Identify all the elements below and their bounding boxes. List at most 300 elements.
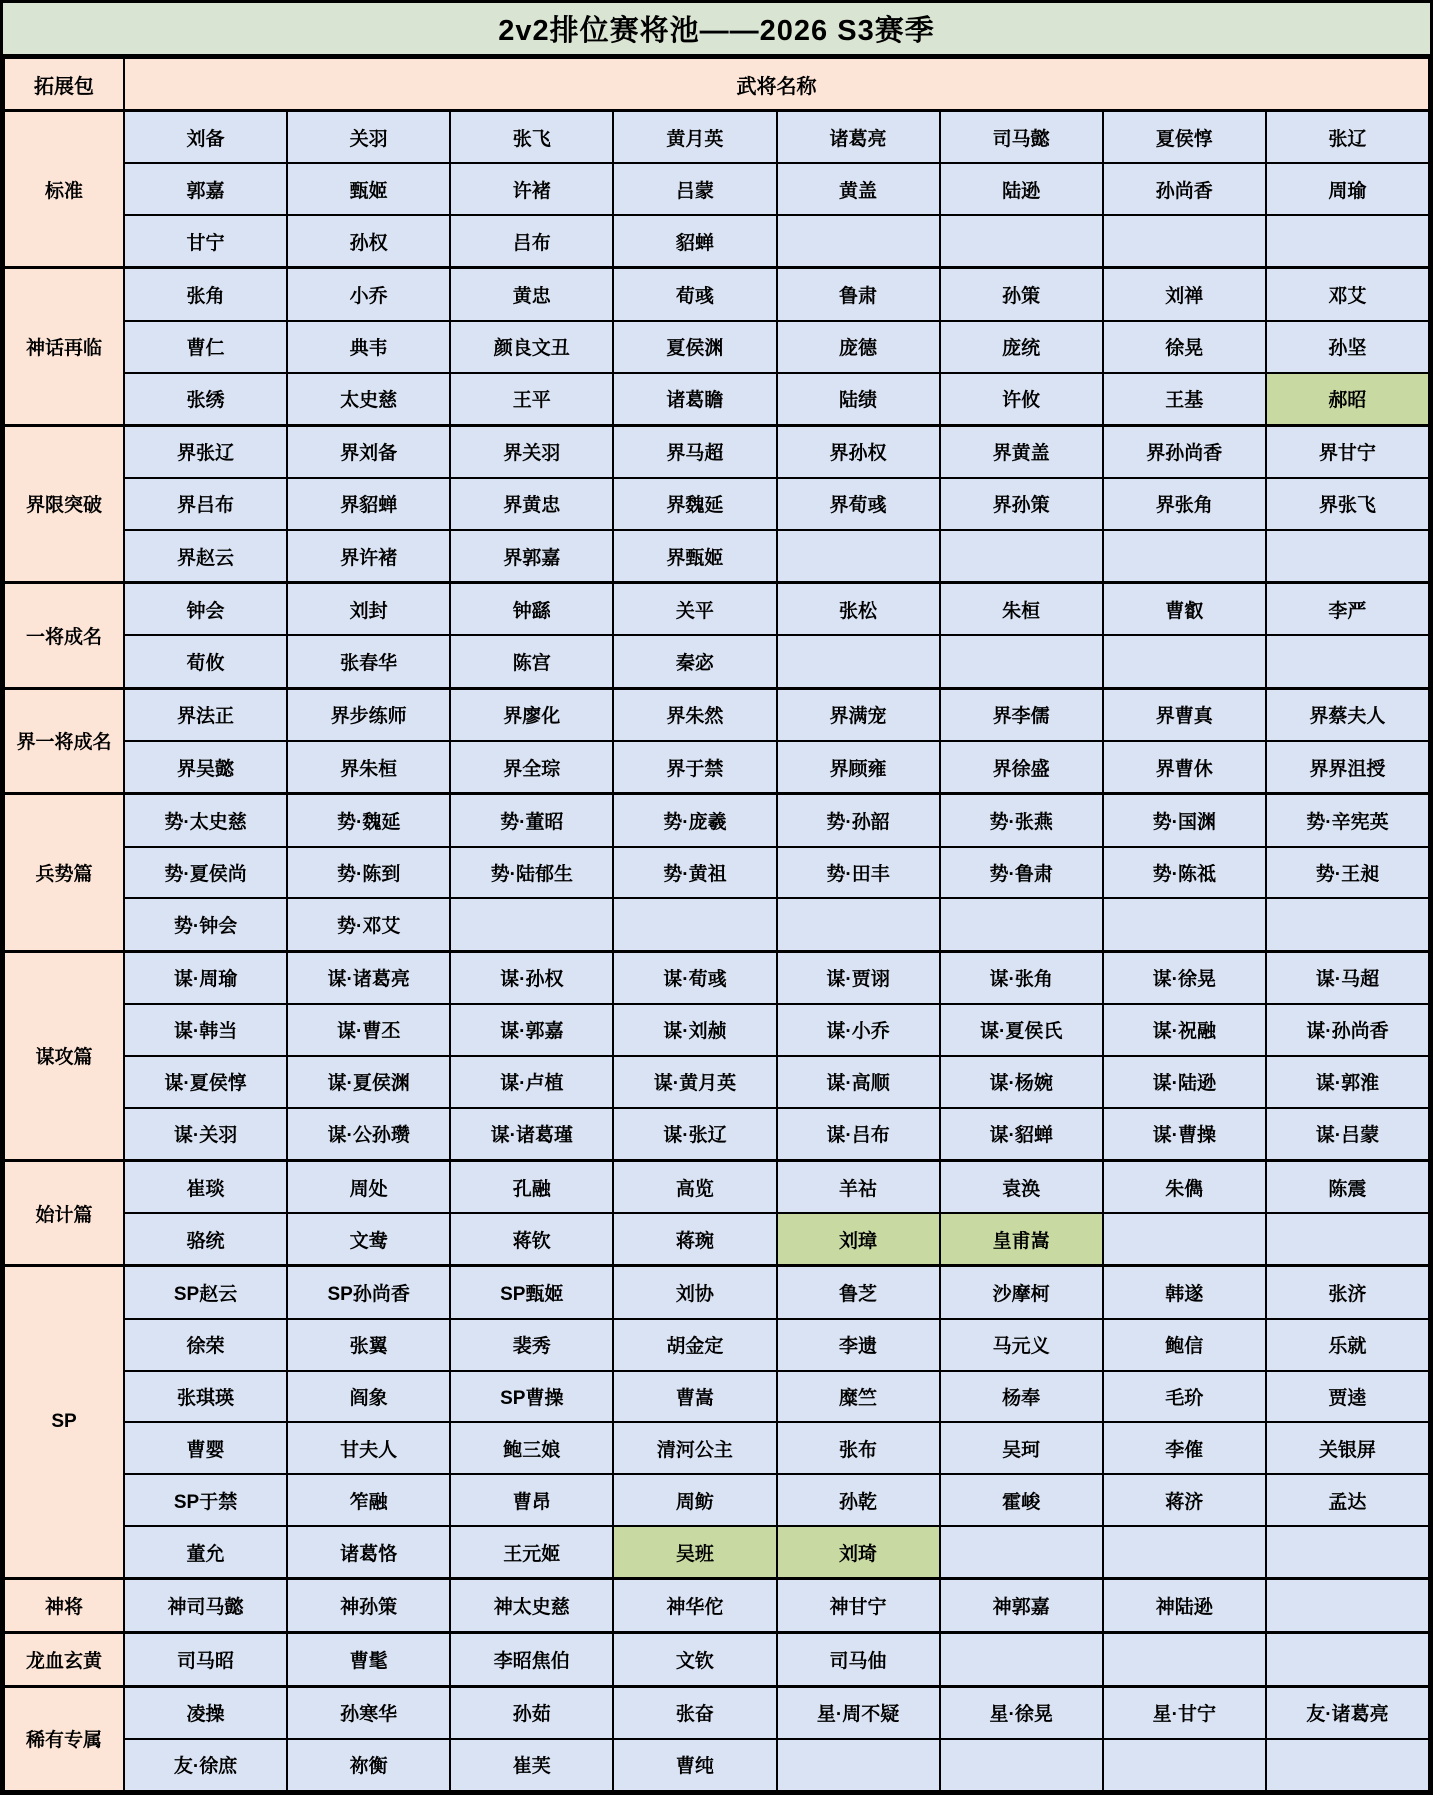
empty-cell: [777, 898, 940, 951]
general-cell: 贾逵: [1266, 1371, 1429, 1423]
general-cell: 张辽: [1266, 111, 1429, 164]
general-cell: 羊祜: [777, 1160, 940, 1213]
general-cell: 王元姬: [450, 1526, 613, 1579]
general-cell: 谋·郭淮: [1266, 1056, 1429, 1108]
general-cell: 王平: [450, 373, 613, 426]
general-cell: 文鸯: [287, 1213, 450, 1266]
general-cell: 势·辛宪英: [1266, 794, 1429, 847]
general-cell: 界张辽: [124, 425, 287, 478]
general-cell: 皇甫嵩: [940, 1213, 1103, 1266]
empty-cell: [1103, 898, 1266, 951]
general-cell: 毛玠: [1103, 1371, 1266, 1423]
table-row: [4, 163, 1429, 215]
table-row: [4, 1633, 1429, 1687]
general-cell: 典韦: [287, 321, 450, 373]
general-cell: 神陆逊: [1103, 1579, 1266, 1633]
general-cell: 界徐盛: [940, 741, 1103, 794]
general-cell: 笮融: [287, 1474, 450, 1526]
general-cell: 界貂蝉: [287, 478, 450, 530]
general-cell: 曹婴: [124, 1422, 287, 1474]
general-cell: 神甘宁: [777, 1579, 940, 1633]
section-label: 界限突破: [4, 425, 124, 582]
empty-cell: [940, 215, 1103, 268]
general-cell: 文钦: [613, 1633, 776, 1687]
empty-cell: [1103, 1213, 1266, 1266]
empty-cell: [1266, 1213, 1429, 1266]
general-cell: 高览: [613, 1160, 776, 1213]
general-cell: 袁涣: [940, 1160, 1103, 1213]
general-cell: 黄忠: [450, 268, 613, 321]
general-cell: 吴珂: [940, 1422, 1103, 1474]
general-cell: 星·甘宁: [1103, 1686, 1266, 1739]
general-cell: 势·陈祗: [1103, 847, 1266, 899]
general-cell: 谋·高顺: [777, 1056, 940, 1108]
general-cell: 骆统: [124, 1213, 287, 1266]
general-cell: 谋·夏侯氏: [940, 1004, 1103, 1056]
general-cell: 谋·陆逊: [1103, 1056, 1266, 1108]
general-cell: 小乔: [287, 268, 450, 321]
general-cell: 郭嘉: [124, 163, 287, 215]
general-cell: 谋·小乔: [777, 1004, 940, 1056]
general-cell: 界曹真: [1103, 688, 1266, 741]
general-cell: 界张角: [1103, 478, 1266, 530]
general-cell: SP孙尚香: [287, 1266, 450, 1319]
general-cell: 颜良文丑: [450, 321, 613, 373]
general-cell: 凌操: [124, 1686, 287, 1739]
general-cell: 鲍三娘: [450, 1422, 613, 1474]
general-cell: 周瑜: [1266, 163, 1429, 215]
general-cell: 界朱然: [613, 688, 776, 741]
general-cell: 朱桓: [940, 583, 1103, 636]
general-cell: SP曹操: [450, 1371, 613, 1423]
empty-cell: [1103, 1739, 1266, 1791]
general-cell: 张春华: [287, 635, 450, 688]
general-cell: 孙权: [287, 215, 450, 268]
general-cell: 李严: [1266, 583, 1429, 636]
general-cell: 崔琰: [124, 1160, 287, 1213]
general-cell: 黄月英: [613, 111, 776, 164]
general-cell: 崔芙: [450, 1739, 613, 1791]
table-row: [4, 1371, 1429, 1423]
general-cell: 谋·杨婉: [940, 1056, 1103, 1108]
general-cell: 徐荣: [124, 1319, 287, 1371]
general-cell: 谋·荀彧: [613, 951, 776, 1004]
general-cell: 谋·卢植: [450, 1056, 613, 1108]
empty-cell: [777, 1739, 940, 1791]
general-cell: 谋·张辽: [613, 1108, 776, 1161]
column-header-generals: 武将名称: [124, 58, 1429, 111]
table-row: [4, 268, 1429, 321]
general-cell: 界曹休: [1103, 741, 1266, 794]
empty-cell: [1103, 635, 1266, 688]
table-row: [4, 111, 1429, 164]
general-cell: 谋·周瑜: [124, 951, 287, 1004]
general-cell: 界赵云: [124, 530, 287, 583]
empty-cell: [940, 635, 1103, 688]
general-cell: 陈宫: [450, 635, 613, 688]
general-cell: 钟繇: [450, 583, 613, 636]
general-cell: 徐晃: [1103, 321, 1266, 373]
table-row: [4, 1004, 1429, 1056]
section-label: 始计篇: [4, 1160, 124, 1266]
general-cell: 谋·黄月英: [613, 1056, 776, 1108]
general-cell: 势·夏侯尚: [124, 847, 287, 899]
general-cell: 谋·贾诩: [777, 951, 940, 1004]
general-cell: 界许褚: [287, 530, 450, 583]
empty-cell: [1266, 530, 1429, 583]
general-cell: 裴秀: [450, 1319, 613, 1371]
empty-cell: [777, 530, 940, 583]
general-cell: 界于禁: [613, 741, 776, 794]
general-cell: SP于禁: [124, 1474, 287, 1526]
general-cell: 势·太史慈: [124, 794, 287, 847]
general-cell: 关银屏: [1266, 1422, 1429, 1474]
general-cell: 界法正: [124, 688, 287, 741]
general-cell: 界荀彧: [777, 478, 940, 530]
general-cell: 势·董昭: [450, 794, 613, 847]
general-cell: 谋·诸葛瑾: [450, 1108, 613, 1161]
general-cell: 秦宓: [613, 635, 776, 688]
general-cell: 吕蒙: [613, 163, 776, 215]
general-cell: 孙茹: [450, 1686, 613, 1739]
general-cell: 张奋: [613, 1686, 776, 1739]
table-row: [4, 1474, 1429, 1526]
empty-cell: [1266, 635, 1429, 688]
table-row: [4, 1739, 1429, 1791]
general-cell: 黄盖: [777, 163, 940, 215]
general-cell: 马元义: [940, 1319, 1103, 1371]
section-label: 神话再临: [4, 268, 124, 425]
general-cell: 清河公主: [613, 1422, 776, 1474]
table-row: [4, 898, 1429, 951]
general-cell: 势·王昶: [1266, 847, 1429, 899]
general-cell: 邓艾: [1266, 268, 1429, 321]
general-cell: 界黄盖: [940, 425, 1103, 478]
general-cell: 谋·关羽: [124, 1108, 287, 1161]
table-row: [4, 847, 1429, 899]
general-cell: 夏侯渊: [613, 321, 776, 373]
table-row: [4, 321, 1429, 373]
general-cell: 界黄忠: [450, 478, 613, 530]
general-cell: 霍峻: [940, 1474, 1103, 1526]
general-cell: 势·国渊: [1103, 794, 1266, 847]
general-cell: 势·鲁肃: [940, 847, 1103, 899]
general-cell: 谋·祝融: [1103, 1004, 1266, 1056]
general-cell: 胡金定: [613, 1319, 776, 1371]
section-label: 龙血玄黄: [4, 1633, 124, 1687]
general-cell: 王基: [1103, 373, 1266, 426]
section-label: 谋攻篇: [4, 951, 124, 1160]
general-cell: 势·孙韶: [777, 794, 940, 847]
empty-cell: [1266, 215, 1429, 268]
general-cell: 曹嵩: [613, 1371, 776, 1423]
general-cell: 荀攸: [124, 635, 287, 688]
section-label: 标准: [4, 111, 124, 268]
table-row: [4, 373, 1429, 426]
general-cell: 曹髦: [287, 1633, 450, 1687]
empty-cell: [940, 1633, 1103, 1687]
general-cell: 许攸: [940, 373, 1103, 426]
general-cell: 界张飞: [1266, 478, 1429, 530]
table-row: [4, 530, 1429, 583]
general-cell: 貂蝉: [613, 215, 776, 268]
general-cell: 孙乾: [777, 1474, 940, 1526]
general-cell: 庞统: [940, 321, 1103, 373]
general-cell: 祢衡: [287, 1739, 450, 1791]
general-cell: 星·徐晃: [940, 1686, 1103, 1739]
general-cell: 周处: [287, 1160, 450, 1213]
general-cell: 李昭焦伯: [450, 1633, 613, 1687]
section-label: 兵势篇: [4, 794, 124, 951]
general-cell: 蒋琬: [613, 1213, 776, 1266]
general-cell: 势·邓艾: [287, 898, 450, 951]
general-cell: 糜竺: [777, 1371, 940, 1423]
general-cell: 曹纯: [613, 1739, 776, 1791]
general-cell: 杨奉: [940, 1371, 1103, 1423]
general-cell: 界朱桓: [287, 741, 450, 794]
general-cell: 董允: [124, 1526, 287, 1579]
general-pool-table: [3, 57, 1430, 1792]
general-cell: 神郭嘉: [940, 1579, 1103, 1633]
general-cell: 蒋钦: [450, 1213, 613, 1266]
general-cell: 张松: [777, 583, 940, 636]
empty-cell: [1266, 1633, 1429, 1687]
general-cell: 周鲂: [613, 1474, 776, 1526]
general-cell: 李遗: [777, 1319, 940, 1371]
section-label: 一将成名: [4, 583, 124, 689]
general-cell: 界甄姬: [613, 530, 776, 583]
general-cell: 蒋济: [1103, 1474, 1266, 1526]
general-cell: 孙尚香: [1103, 163, 1266, 215]
table-row: [4, 741, 1429, 794]
general-cell: 谋·张角: [940, 951, 1103, 1004]
general-cell: 刘协: [613, 1266, 776, 1319]
general-cell: 界顾雍: [777, 741, 940, 794]
general-cell: 鲁肃: [777, 268, 940, 321]
general-cell: 太史慈: [287, 373, 450, 426]
empty-cell: [940, 530, 1103, 583]
general-cell: 刘禅: [1103, 268, 1266, 321]
general-cell: 张布: [777, 1422, 940, 1474]
general-cell: 界吴懿: [124, 741, 287, 794]
general-cell: 势·魏延: [287, 794, 450, 847]
general-cell: 谋·曹丕: [287, 1004, 450, 1056]
general-cell: 张绣: [124, 373, 287, 426]
general-cell: 谋·郭嘉: [450, 1004, 613, 1056]
table-row: [4, 1108, 1429, 1161]
table-row: [4, 1579, 1429, 1633]
general-cell: 诸葛瞻: [613, 373, 776, 426]
general-cell: 界马超: [613, 425, 776, 478]
empty-cell: [1266, 898, 1429, 951]
general-cell: 界蔡夫人: [1266, 688, 1429, 741]
general-cell: 谋·韩当: [124, 1004, 287, 1056]
general-cell: SP赵云: [124, 1266, 287, 1319]
general-cell: 界孙策: [940, 478, 1103, 530]
table-row: [4, 1526, 1429, 1579]
general-cell: 甘宁: [124, 215, 287, 268]
general-cell: 诸葛恪: [287, 1526, 450, 1579]
empty-cell: [450, 898, 613, 951]
general-cell: 关平: [613, 583, 776, 636]
general-cell: 界郭嘉: [450, 530, 613, 583]
general-cell: 曹昂: [450, 1474, 613, 1526]
table-row: [4, 583, 1429, 636]
general-cell: 势·陈到: [287, 847, 450, 899]
general-cell: 司马伷: [777, 1633, 940, 1687]
general-cell: 孟达: [1266, 1474, 1429, 1526]
general-cell: 庞德: [777, 321, 940, 373]
general-cell: 陆逊: [940, 163, 1103, 215]
empty-cell: [1103, 1526, 1266, 1579]
general-cell: 界关羽: [450, 425, 613, 478]
general-cell: 张飞: [450, 111, 613, 164]
general-cell: 界廖化: [450, 688, 613, 741]
general-cell: 界甘宁: [1266, 425, 1429, 478]
general-cell: 界刘备: [287, 425, 450, 478]
table-row: [4, 688, 1429, 741]
general-cell: 韩遂: [1103, 1266, 1266, 1319]
empty-cell: [940, 1526, 1103, 1579]
general-cell: 友·徐庶: [124, 1739, 287, 1791]
empty-cell: [1266, 1526, 1429, 1579]
general-cell: 神太史慈: [450, 1579, 613, 1633]
general-cell: 谋·夏侯惇: [124, 1056, 287, 1108]
table-row: [4, 1056, 1429, 1108]
general-cell: 司马昭: [124, 1633, 287, 1687]
general-cell: 神华佗: [613, 1579, 776, 1633]
section-label: 神将: [4, 1579, 124, 1633]
table-row: [4, 1266, 1429, 1319]
general-cell: 孙坚: [1266, 321, 1429, 373]
general-cell: 曹仁: [124, 321, 287, 373]
empty-cell: [613, 898, 776, 951]
general-cell: 友·诸葛亮: [1266, 1686, 1429, 1739]
table-row: [4, 1686, 1429, 1739]
table-row: [4, 1319, 1429, 1371]
table-row: [4, 478, 1429, 530]
general-cell: 陈震: [1266, 1160, 1429, 1213]
general-cell: 阎象: [287, 1371, 450, 1423]
general-cell: 星·周不疑: [777, 1686, 940, 1739]
table-row: [4, 1213, 1429, 1266]
general-cell: 界满宠: [777, 688, 940, 741]
general-cell: 势·田丰: [777, 847, 940, 899]
general-cell: 界全琮: [450, 741, 613, 794]
general-cell: 谋·吕布: [777, 1108, 940, 1161]
general-cell: 谋·吕蒙: [1266, 1108, 1429, 1161]
general-cell: 界步练师: [287, 688, 450, 741]
table-row: [4, 1160, 1429, 1213]
table-row: [4, 425, 1429, 478]
general-cell: 界孙尚香: [1103, 425, 1266, 478]
general-cell: 谋·曹操: [1103, 1108, 1266, 1161]
general-cell: 朱儁: [1103, 1160, 1266, 1213]
general-cell: 张翼: [287, 1319, 450, 1371]
general-cell: 张琪瑛: [124, 1371, 287, 1423]
general-cell: 势·陆郁生: [450, 847, 613, 899]
general-cell: 刘备: [124, 111, 287, 164]
general-cell: 界吕布: [124, 478, 287, 530]
table-row: [4, 951, 1429, 1004]
general-cell: 谋·刘赪: [613, 1004, 776, 1056]
general-cell: 张角: [124, 268, 287, 321]
general-cell: 势·庞羲: [613, 794, 776, 847]
empty-cell: [1103, 530, 1266, 583]
empty-cell: [1103, 1633, 1266, 1687]
general-cell: 吕布: [450, 215, 613, 268]
general-cell: 鲍信: [1103, 1319, 1266, 1371]
empty-cell: [1103, 215, 1266, 268]
table-row: [4, 215, 1429, 268]
page-title: 2v2排位赛将池——2026 S3赛季: [3, 3, 1430, 57]
general-cell: 沙摩柯: [940, 1266, 1103, 1319]
general-cell: 谋·徐晃: [1103, 951, 1266, 1004]
table-row: [4, 635, 1429, 688]
general-cell: SP甄姬: [450, 1266, 613, 1319]
general-cell: 司马懿: [940, 111, 1103, 164]
general-cell: 关羽: [287, 111, 450, 164]
general-cell: 势·张燕: [940, 794, 1103, 847]
general-cell: 孙寒华: [287, 1686, 450, 1739]
general-cell: 诸葛亮: [777, 111, 940, 164]
general-cell: 谋·孙尚香: [1266, 1004, 1429, 1056]
empty-cell: [1266, 1739, 1429, 1791]
empty-cell: [940, 898, 1103, 951]
general-cell: 势·钟会: [124, 898, 287, 951]
column-header-expansion: 拓展包: [4, 58, 124, 111]
general-cell: 谋·夏侯渊: [287, 1056, 450, 1108]
general-cell: 乐就: [1266, 1319, 1429, 1371]
empty-cell: [1266, 1579, 1429, 1633]
empty-cell: [940, 1739, 1103, 1791]
general-cell: 孔融: [450, 1160, 613, 1213]
general-cell: 甘夫人: [287, 1422, 450, 1474]
general-cell: 钟会: [124, 583, 287, 636]
general-cell: 荀彧: [613, 268, 776, 321]
table-row: [4, 794, 1429, 847]
general-cell: 刘封: [287, 583, 450, 636]
header-row: [4, 58, 1429, 111]
empty-cell: [777, 215, 940, 268]
general-cell: 谋·诸葛亮: [287, 951, 450, 1004]
section-label: SP: [4, 1266, 124, 1579]
general-cell: 甄姬: [287, 163, 450, 215]
general-cell: 刘琦: [777, 1526, 940, 1579]
general-cell: 界魏延: [613, 478, 776, 530]
section-label: 界一将成名: [4, 688, 124, 794]
general-cell: 张济: [1266, 1266, 1429, 1319]
general-cell: 陆绩: [777, 373, 940, 426]
general-cell: 谋·貂蝉: [940, 1108, 1103, 1161]
general-cell: 夏侯惇: [1103, 111, 1266, 164]
general-cell: 谋·孙权: [450, 951, 613, 1004]
general-cell: 谋·马超: [1266, 951, 1429, 1004]
general-cell: 曹叡: [1103, 583, 1266, 636]
general-cell: 界李儒: [940, 688, 1103, 741]
general-cell: 界界沮授: [1266, 741, 1429, 794]
general-cell: 许褚: [450, 163, 613, 215]
general-cell: 李傕: [1103, 1422, 1266, 1474]
general-cell: 郝昭: [1266, 373, 1429, 426]
general-cell: 鲁芝: [777, 1266, 940, 1319]
general-cell: 神司马懿: [124, 1579, 287, 1633]
general-cell: 势·黄祖: [613, 847, 776, 899]
empty-cell: [777, 635, 940, 688]
general-cell: 神孙策: [287, 1579, 450, 1633]
general-cell: 界孙权: [777, 425, 940, 478]
table-row: [4, 1422, 1429, 1474]
